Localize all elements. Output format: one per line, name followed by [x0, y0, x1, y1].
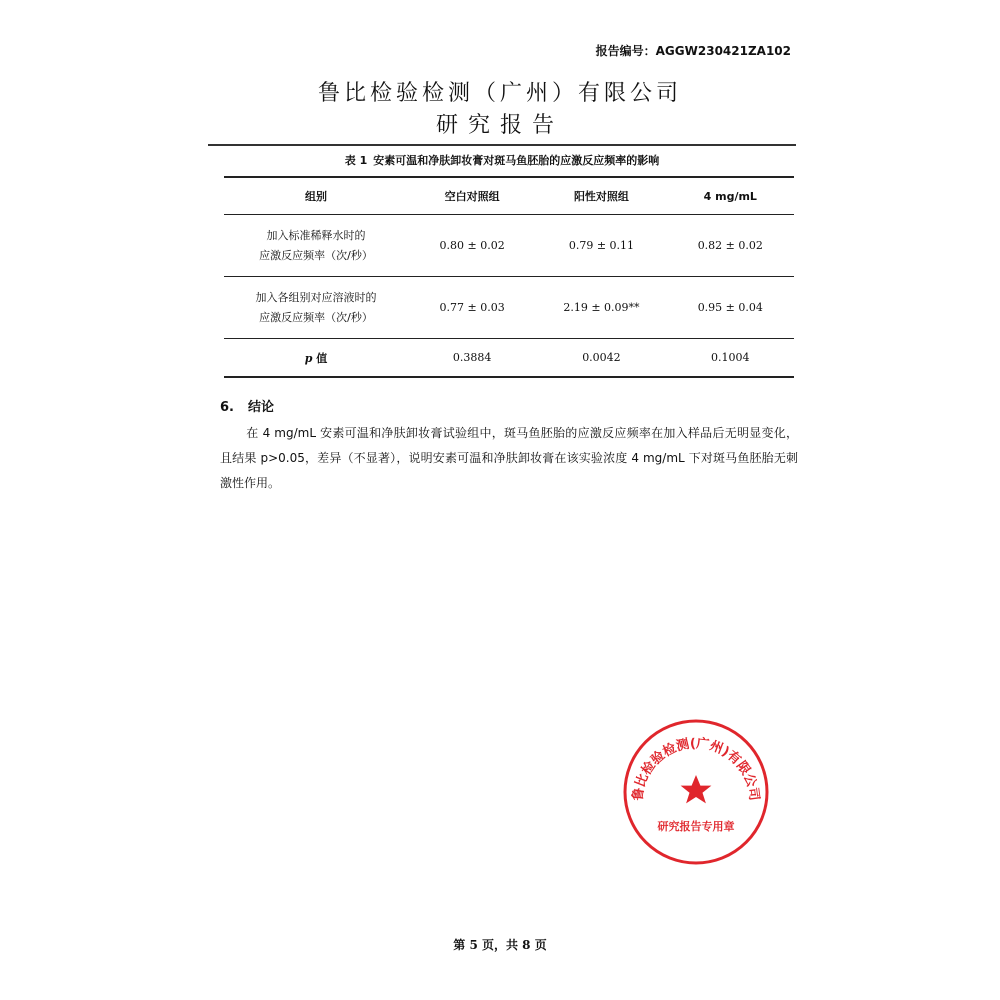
header-rule [208, 144, 796, 146]
company-name: 鲁比检验检测（广州）有限公司 [317, 81, 682, 106]
table-cell: 2.19 ± 0.09** [536, 277, 666, 339]
star-icon [681, 775, 712, 803]
column-header-blank-control: 空白对照组 [408, 177, 536, 215]
conclusion-paragraph [220, 421, 798, 496]
report-number: 报告编号：AGGW230421ZA102 [595, 44, 791, 58]
section-heading [220, 396, 274, 415]
row-label-line: 应激反应频率（次/秒） [259, 248, 373, 262]
company-seal [622, 718, 770, 866]
row-label-p-value [224, 339, 408, 378]
table-cell: 0.0042 [536, 339, 666, 378]
p-value-label: 值 [312, 351, 328, 365]
table-row [224, 277, 794, 339]
row-label [224, 277, 408, 339]
column-header-4mg: 4 mg/mL [667, 177, 794, 215]
table-row [224, 215, 794, 277]
table-caption [208, 152, 796, 168]
row-label-line: 应激反应频率（次/秒） [259, 310, 373, 324]
table-cell: 0.3884 [408, 339, 536, 378]
row-label-line: 加入标准稀释水时的 [266, 228, 366, 242]
row-label [224, 215, 408, 277]
p-symbol: p [304, 351, 313, 365]
section-number: 6. [220, 400, 234, 415]
page-number: 第 5 页，共 8 页 [453, 938, 547, 952]
report-title: 研究报告 [435, 113, 564, 138]
table-cell: 0.79 ± 0.11 [536, 215, 666, 277]
table-cell: 0.1004 [667, 339, 794, 378]
table-row [224, 339, 794, 378]
table-cell: 0.77 ± 0.03 [408, 277, 536, 339]
column-header-positive-control: 阳性对照组 [536, 177, 666, 215]
section-title: 结论 [247, 400, 274, 415]
table-header-row [224, 177, 794, 215]
seal-inner-text: 研究报告专用章 [657, 820, 735, 833]
table-cell: 0.95 ± 0.04 [667, 277, 794, 339]
seal-outer-text: 鲁比检验检测(广州)有限公司 [630, 736, 762, 802]
table-caption-text: 安素可温和净肤卸妆膏对斑马鱼胚胎的应激反应频率的影响 [373, 154, 660, 167]
table-cell: 0.80 ± 0.02 [408, 215, 536, 277]
column-header-group: 组别 [224, 177, 408, 215]
table-cell: 0.82 ± 0.02 [667, 215, 794, 277]
row-label-line: 加入各组别对应溶液时的 [255, 290, 377, 304]
conclusion-text: 在 4 mg/mL 安素可温和净肤卸妆膏试验组中，斑马鱼胚胎的应激反应频率在加入样品后无明显变化，且结果 p>0.05，差异（不显著），说明安素可温和净肤卸妆膏在该实验浓度 4 mg/mL 下对斑马鱼胚胎无刺激性作用。 [220, 426, 798, 490]
results-table [224, 176, 794, 378]
table-caption-number: 表 1 [344, 154, 368, 167]
